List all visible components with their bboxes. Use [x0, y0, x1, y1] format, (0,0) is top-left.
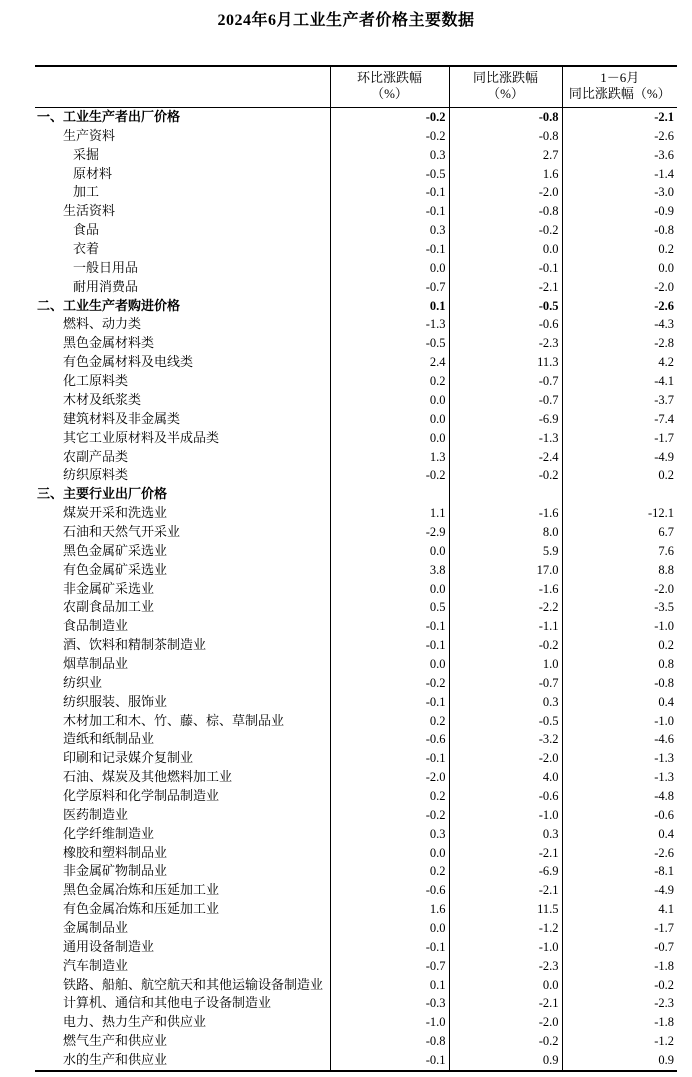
- table-row: [35, 447, 677, 466]
- row-label: 一、工业生产者出厂价格: [37, 109, 181, 125]
- yoy-value: -2.1: [449, 844, 562, 863]
- mom-value: 0.1: [330, 976, 449, 995]
- table-row: [35, 844, 677, 863]
- row-label: 原材料: [73, 165, 113, 181]
- table-row: [35, 1013, 677, 1032]
- mom-value: 1.1: [330, 504, 449, 523]
- mom-value: -2.0: [330, 768, 449, 787]
- table-row: [35, 561, 677, 580]
- row-label: 采掘: [73, 146, 100, 162]
- ytd-value: -1.4: [562, 165, 677, 184]
- mom-value: 0.2: [330, 862, 449, 881]
- yoy-value: 0.3: [449, 693, 562, 712]
- yoy-value: 0.3: [449, 825, 562, 844]
- mom-value: -0.1: [330, 693, 449, 712]
- table-row: [35, 221, 677, 240]
- yoy-value: 11.3: [449, 353, 562, 372]
- table-header: [35, 66, 677, 108]
- table-row: [35, 202, 677, 221]
- table-row: [35, 183, 677, 202]
- mom-value: [330, 485, 449, 504]
- ytd-value: -0.2: [562, 976, 677, 995]
- row-label: 通用设备制造业: [63, 938, 155, 954]
- ytd-value: -7.4: [562, 410, 677, 429]
- row-label: 酒、饮料和精制茶制造业: [63, 637, 207, 653]
- table-row: [35, 712, 677, 731]
- yoy-value: 11.5: [449, 900, 562, 919]
- row-label: 黑色金属冶炼和压延加工业: [63, 882, 220, 898]
- mom-value: 0.0: [330, 410, 449, 429]
- table-row: [35, 693, 677, 712]
- yoy-value: -1.1: [449, 617, 562, 636]
- row-label: 农副食品加工业: [63, 599, 155, 615]
- yoy-value: 1.6: [449, 165, 562, 184]
- table-row: [35, 1051, 677, 1071]
- row-label: 煤炭开采和洗选业: [63, 505, 168, 521]
- mom-value: -0.1: [330, 938, 449, 957]
- mom-value: -0.2: [330, 806, 449, 825]
- yoy-value: 4.0: [449, 768, 562, 787]
- yoy-value: -2.4: [449, 447, 562, 466]
- row-label: 建筑材料及非金属类: [63, 410, 181, 426]
- yoy-value: -0.7: [449, 674, 562, 693]
- mom-value: -0.7: [330, 957, 449, 976]
- row-label: 农副产品类: [63, 448, 129, 464]
- row-label: 有色金属矿采选业: [63, 561, 168, 577]
- header-stub-cell: [35, 66, 330, 108]
- table-row: [35, 165, 677, 184]
- header-row: [35, 66, 677, 108]
- table-row: [35, 598, 677, 617]
- row-label: 一般日用品: [73, 259, 139, 275]
- yoy-value: -0.8: [449, 127, 562, 146]
- ytd-value: -4.6: [562, 730, 677, 749]
- table-row: [35, 768, 677, 787]
- yoy-value: -2.2: [449, 598, 562, 617]
- table-row: [35, 957, 677, 976]
- mom-value: -0.7: [330, 278, 449, 297]
- mom-value: 0.2: [330, 372, 449, 391]
- table-row: [35, 749, 677, 768]
- row-label: 非金属矿采选业: [63, 580, 155, 596]
- header-mom-label: 环比涨跌幅: [356, 70, 422, 85]
- mom-value: -0.6: [330, 881, 449, 900]
- header-mom-cell: [330, 66, 449, 108]
- ytd-value: -2.6: [562, 297, 677, 316]
- ytd-value: -4.8: [562, 787, 677, 806]
- mom-value: -0.1: [330, 1051, 449, 1071]
- yoy-value: 8.0: [449, 523, 562, 542]
- ytd-value: -0.8: [562, 674, 677, 693]
- ytd-value: -1.2: [562, 1032, 677, 1051]
- table-row: [35, 278, 677, 297]
- row-label: 石油、煤炭及其他燃料加工业: [63, 769, 233, 785]
- ytd-value: 0.4: [562, 825, 677, 844]
- row-label: 印刷和记录媒介复制业: [63, 750, 194, 766]
- row-label: 金属制品业: [63, 919, 129, 935]
- row-label: 铁路、船舶、航空航天和其他运输设备制造业: [63, 976, 324, 992]
- mom-value: 0.2: [330, 787, 449, 806]
- table-row: [35, 429, 677, 448]
- mom-value: 0.0: [330, 919, 449, 938]
- row-label: 有色金属冶炼和压延加工业: [63, 901, 220, 917]
- mom-value: 0.0: [330, 542, 449, 561]
- mom-value: 0.1: [330, 297, 449, 316]
- ytd-value: -0.7: [562, 938, 677, 957]
- mom-value: -0.1: [330, 636, 449, 655]
- mom-value: 0.0: [330, 655, 449, 674]
- yoy-value: -6.9: [449, 862, 562, 881]
- row-label: 有色金属材料及电线类: [63, 354, 194, 370]
- mom-value: -0.1: [330, 749, 449, 768]
- mom-value: -0.1: [330, 240, 449, 259]
- mom-value: -0.1: [330, 202, 449, 221]
- ytd-value: -4.9: [562, 881, 677, 900]
- yoy-value: 2.7: [449, 146, 562, 165]
- ytd-value: -2.0: [562, 579, 677, 598]
- row-label: 加工: [73, 184, 100, 200]
- yoy-value: -2.3: [449, 957, 562, 976]
- table-row: [35, 806, 677, 825]
- ytd-value: -2.8: [562, 334, 677, 353]
- ytd-value: -1.8: [562, 957, 677, 976]
- yoy-value: -0.5: [449, 297, 562, 316]
- mom-value: -0.2: [330, 127, 449, 146]
- ytd-value: 0.2: [562, 636, 677, 655]
- ytd-value: 4.2: [562, 353, 677, 372]
- ytd-value: -2.0: [562, 278, 677, 297]
- ytd-value: -8.1: [562, 862, 677, 881]
- row-label: 其它工业原材料及半成品类: [63, 429, 220, 445]
- mom-value: 3.8: [330, 561, 449, 580]
- yoy-value: -0.1: [449, 259, 562, 278]
- yoy-value: -1.6: [449, 579, 562, 598]
- header-yoy-cell: [449, 66, 562, 108]
- ytd-value: -0.8: [562, 221, 677, 240]
- row-label: 烟草制品业: [63, 655, 129, 671]
- yoy-value: 0.9: [449, 1051, 562, 1071]
- yoy-value: -2.3: [449, 334, 562, 353]
- row-label: 食品制造业: [63, 618, 129, 634]
- yoy-value: -2.0: [449, 749, 562, 768]
- row-label: 木材及纸浆类: [63, 391, 142, 407]
- row-label: 非金属矿物制品业: [63, 863, 168, 879]
- yoy-value: -0.6: [449, 787, 562, 806]
- ytd-value: -1.0: [562, 617, 677, 636]
- table-row: [35, 391, 677, 410]
- table-row: [35, 900, 677, 919]
- row-label: 燃气生产和供应业: [63, 1033, 168, 1049]
- table-row: [35, 617, 677, 636]
- mom-value: 0.3: [330, 221, 449, 240]
- row-label: 纺织原料类: [63, 467, 129, 483]
- yoy-value: -0.7: [449, 372, 562, 391]
- table-row: [35, 881, 677, 900]
- header-yoy-label: 同比涨跌幅: [472, 70, 538, 85]
- mom-value: 0.0: [330, 391, 449, 410]
- ytd-value: -12.1: [562, 504, 677, 523]
- mom-value: -0.1: [330, 183, 449, 202]
- mom-value: -0.2: [330, 108, 449, 127]
- mom-value: -0.3: [330, 994, 449, 1013]
- table-row: [35, 636, 677, 655]
- mom-value: 0.0: [330, 429, 449, 448]
- ytd-value: -2.6: [562, 844, 677, 863]
- row-label: 纺织服装、服饰业: [63, 693, 168, 709]
- ytd-value: -1.7: [562, 429, 677, 448]
- mom-value: 0.0: [330, 579, 449, 598]
- row-label: 计算机、通信和其他电子设备制造业: [63, 995, 272, 1011]
- mom-value: -0.2: [330, 674, 449, 693]
- ytd-value: -1.7: [562, 919, 677, 938]
- header-ytd-cell: [562, 66, 677, 108]
- yoy-value: -2.1: [449, 881, 562, 900]
- yoy-value: -0.2: [449, 221, 562, 240]
- table-row: [35, 730, 677, 749]
- row-label: 三、主要行业出厂价格: [37, 486, 168, 502]
- mom-value: -0.5: [330, 334, 449, 353]
- row-label: 汽车制造业: [63, 957, 129, 973]
- row-label: 医药制造业: [63, 806, 129, 822]
- ytd-value: 0.2: [562, 466, 677, 485]
- table-row: [35, 787, 677, 806]
- yoy-value: -0.8: [449, 202, 562, 221]
- table-row: [35, 938, 677, 957]
- table-row: [35, 127, 677, 146]
- row-label: 耐用消费品: [73, 278, 139, 294]
- row-label: 橡胶和塑料制品业: [63, 844, 168, 860]
- table-row: [35, 994, 677, 1013]
- table-row: [35, 862, 677, 881]
- mom-value: -1.0: [330, 1013, 449, 1032]
- table-row: [35, 334, 677, 353]
- mom-value: -0.8: [330, 1032, 449, 1051]
- table-row: [35, 825, 677, 844]
- mom-value: 0.3: [330, 825, 449, 844]
- yoy-value: -1.0: [449, 806, 562, 825]
- mom-value: 0.3: [330, 146, 449, 165]
- table-row: [35, 579, 677, 598]
- mom-value: -0.2: [330, 466, 449, 485]
- ytd-value: -1.3: [562, 768, 677, 787]
- header-ytd-label: 1－6月: [600, 70, 640, 85]
- mom-value: -0.5: [330, 165, 449, 184]
- ytd-value: -2.3: [562, 994, 677, 1013]
- yoy-value: -0.5: [449, 712, 562, 731]
- row-label: 造纸和纸制品业: [63, 731, 155, 747]
- row-label: 化学纤维制造业: [63, 825, 155, 841]
- yoy-value: -0.7: [449, 391, 562, 410]
- mom-value: 2.4: [330, 353, 449, 372]
- ytd-value: 0.2: [562, 240, 677, 259]
- header-mom-unit: （%）: [371, 86, 408, 101]
- table-row: [35, 259, 677, 278]
- ytd-value: 7.6: [562, 542, 677, 561]
- mom-value: -0.6: [330, 730, 449, 749]
- table-row: [35, 542, 677, 561]
- yoy-value: -2.1: [449, 278, 562, 297]
- ytd-value: 6.7: [562, 523, 677, 542]
- ytd-value: 0.9: [562, 1051, 677, 1071]
- row-label: 石油和天然气开采业: [63, 523, 181, 539]
- table-row: [35, 353, 677, 372]
- ytd-value: -3.0: [562, 183, 677, 202]
- table-row: [35, 504, 677, 523]
- ytd-value: -2.1: [562, 108, 677, 127]
- row-label: 二、工业生产者购进价格: [37, 297, 181, 313]
- price-table: [35, 65, 677, 1072]
- row-label: 生产资料: [63, 127, 116, 143]
- ytd-value: 8.8: [562, 561, 677, 580]
- mom-value: -0.1: [330, 617, 449, 636]
- ytd-value: -3.7: [562, 391, 677, 410]
- mom-value: 0.5: [330, 598, 449, 617]
- yoy-value: -1.6: [449, 504, 562, 523]
- table-row: [35, 485, 677, 504]
- table-row: [35, 655, 677, 674]
- ytd-value: -3.6: [562, 146, 677, 165]
- ytd-value: -4.3: [562, 315, 677, 334]
- header-yoy-unit: （%）: [487, 86, 524, 101]
- mom-value: 0.0: [330, 844, 449, 863]
- yoy-value: [449, 485, 562, 504]
- yoy-value: -6.9: [449, 410, 562, 429]
- row-label: 化工原料类: [63, 373, 129, 389]
- table-body: [35, 108, 677, 1071]
- table-row: [35, 146, 677, 165]
- yoy-value: -0.2: [449, 1032, 562, 1051]
- yoy-value: 17.0: [449, 561, 562, 580]
- ytd-value: -0.9: [562, 202, 677, 221]
- mom-value: 0.0: [330, 259, 449, 278]
- row-label: 纺织业: [63, 674, 103, 690]
- yoy-value: -1.2: [449, 919, 562, 938]
- yoy-value: 1.0: [449, 655, 562, 674]
- table-row: [35, 297, 677, 316]
- table-row: [35, 919, 677, 938]
- yoy-value: -2.0: [449, 1013, 562, 1032]
- ytd-value: -1.3: [562, 749, 677, 768]
- yoy-value: -3.2: [449, 730, 562, 749]
- ytd-value: -1.0: [562, 712, 677, 731]
- page-title: 2024年6月工业生产者价格主要数据: [217, 12, 475, 29]
- ytd-value: -1.8: [562, 1013, 677, 1032]
- mom-value: 1.3: [330, 447, 449, 466]
- row-label: 黑色金属矿采选业: [63, 542, 168, 558]
- table-row: [35, 240, 677, 259]
- yoy-value: -2.0: [449, 183, 562, 202]
- row-label: 木材加工和木、竹、藤、棕、草制品业: [63, 712, 285, 728]
- ytd-value: [562, 485, 677, 504]
- yoy-value: -1.3: [449, 429, 562, 448]
- table-row: [35, 523, 677, 542]
- table-row: [35, 1032, 677, 1051]
- table-row: [35, 674, 677, 693]
- table-row: [35, 108, 677, 127]
- ytd-value: -2.6: [562, 127, 677, 146]
- ytd-value: -3.5: [562, 598, 677, 617]
- ytd-value: -0.6: [562, 806, 677, 825]
- ytd-value: -4.1: [562, 372, 677, 391]
- mom-value: -2.9: [330, 523, 449, 542]
- table-row: [35, 976, 677, 995]
- yoy-value: 0.0: [449, 240, 562, 259]
- row-label: 黑色金属材料类: [63, 335, 155, 351]
- row-label: 电力、热力生产和供应业: [63, 1014, 207, 1030]
- yoy-value: -0.6: [449, 315, 562, 334]
- table-row: [35, 466, 677, 485]
- mom-value: 1.6: [330, 900, 449, 919]
- ytd-value: -4.9: [562, 447, 677, 466]
- ytd-value: 0.4: [562, 693, 677, 712]
- yoy-value: -0.2: [449, 636, 562, 655]
- ytd-value: 4.1: [562, 900, 677, 919]
- yoy-value: -0.8: [449, 108, 562, 127]
- row-label: 食品: [73, 222, 100, 238]
- yoy-value: 5.9: [449, 542, 562, 561]
- table-row: [35, 315, 677, 334]
- row-label: 燃料、动力类: [63, 316, 142, 332]
- ytd-value: 0.8: [562, 655, 677, 674]
- ytd-value: 0.0: [562, 259, 677, 278]
- row-label: 衣着: [73, 241, 100, 257]
- row-label: 生活资料: [63, 203, 116, 219]
- table-row: [35, 372, 677, 391]
- row-label: 化学原料和化学制品制造业: [63, 787, 220, 803]
- yoy-value: 0.0: [449, 976, 562, 995]
- yoy-value: -0.2: [449, 466, 562, 485]
- mom-value: -1.3: [330, 315, 449, 334]
- header-ytd-unit: 同比涨跌幅（%）: [568, 86, 671, 101]
- table-row: [35, 410, 677, 429]
- row-label: 水的生产和供应业: [63, 1052, 168, 1067]
- yoy-value: -2.1: [449, 994, 562, 1013]
- yoy-value: -1.0: [449, 938, 562, 957]
- mom-value: 0.2: [330, 712, 449, 731]
